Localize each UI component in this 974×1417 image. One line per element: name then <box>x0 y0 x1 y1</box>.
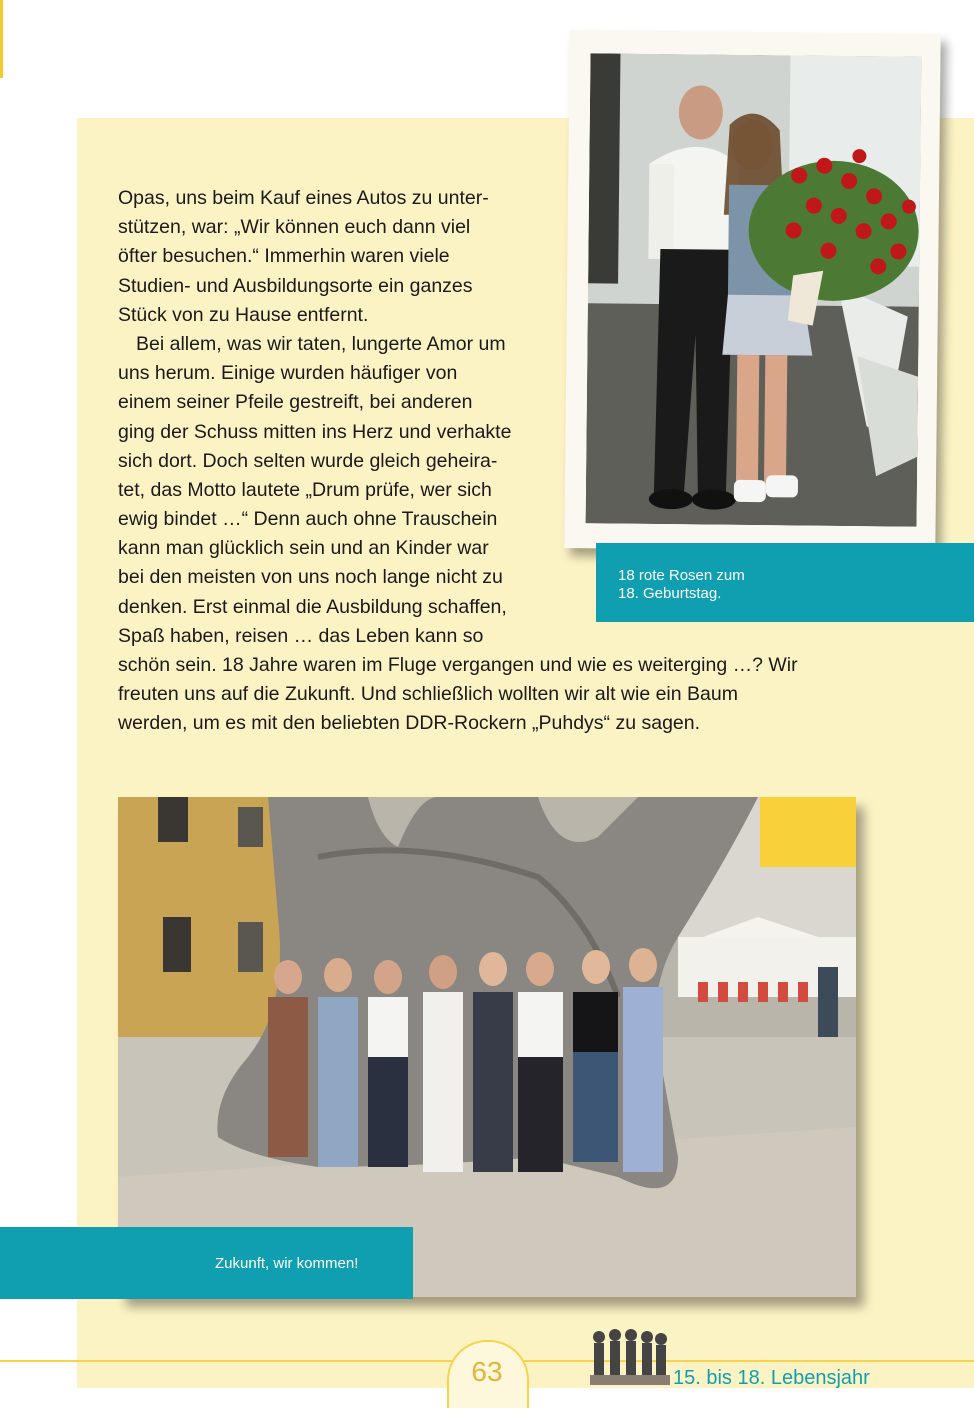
caption-line: 18 rote Rosen zum <box>618 567 745 584</box>
text-line: Opas, uns beim Kauf eines Autos zu unter- <box>118 187 489 209</box>
photo-couple-roses <box>586 53 922 526</box>
photo-frame-couple <box>564 30 940 552</box>
caption-couple <box>596 543 974 622</box>
text-line: schön sein. 18 Jahre waren im Fluge vergangen und wie es weiterging …? Wir <box>118 654 798 676</box>
text-line: kann man glücklich sein und an Kinder war <box>118 537 489 560</box>
caption-group: Zukunft, wir kommen! <box>0 1227 413 1299</box>
text-line: stützen, war: „Wir können euch dann viel <box>118 216 471 239</box>
photo-group-illustration <box>118 797 856 1297</box>
text-line: einem seiner Pfeile gestreift, bei anderen <box>118 391 473 414</box>
photo-couple-illustration <box>586 53 922 526</box>
text-line: tet, das Motto lautete „Drum prüfe, wer sich <box>118 478 492 501</box>
text-line: werden, um es mit den beliebten DDR-Rockern „Puhdys“ zu sagen. <box>118 712 701 735</box>
text-line: ewig bindet …“ Denn auch ohne Trauschein <box>118 508 498 531</box>
text-line: bei den meisten von uns noch lange nicht zu <box>118 566 503 589</box>
text-line: Studien- und Ausbildungsorte ein ganzes <box>118 274 473 297</box>
photo-group-friends <box>118 797 856 1297</box>
text-line: öfter besuchen.“ Immerhin waren viele <box>118 245 450 268</box>
text-line: Stück von zu Hause entfernt. <box>118 303 369 326</box>
caption-line: 18. Geburtstag. <box>618 585 722 602</box>
text-line: uns herum. Einige wurden häufiger von <box>118 362 458 385</box>
accent-square <box>760 797 856 867</box>
text-line: Spaß haben, reisen … das Leben kann so <box>118 624 484 647</box>
text-line: ging der Schuss mitten ins Herz und verhakte <box>118 420 512 443</box>
chapter-label: 15. bis 18. Lebensjahr <box>673 1367 870 1389</box>
text-line: denken. Erst einmal die Ausbildung schaffen, <box>118 595 507 618</box>
corner-accent-bar <box>0 0 3 78</box>
text-line: Bei allem, was wir taten, lungerte Amor um <box>136 332 506 355</box>
text-line: sich dort. Doch selten wurde gleich geheira- <box>118 449 498 472</box>
text-line: freuten uns auf die Zukunft. Und schließlich wollten wir alt wie ein Baum <box>118 683 738 706</box>
footer-group-figures <box>585 1325 673 1387</box>
page-number: 63 <box>471 1356 503 1387</box>
